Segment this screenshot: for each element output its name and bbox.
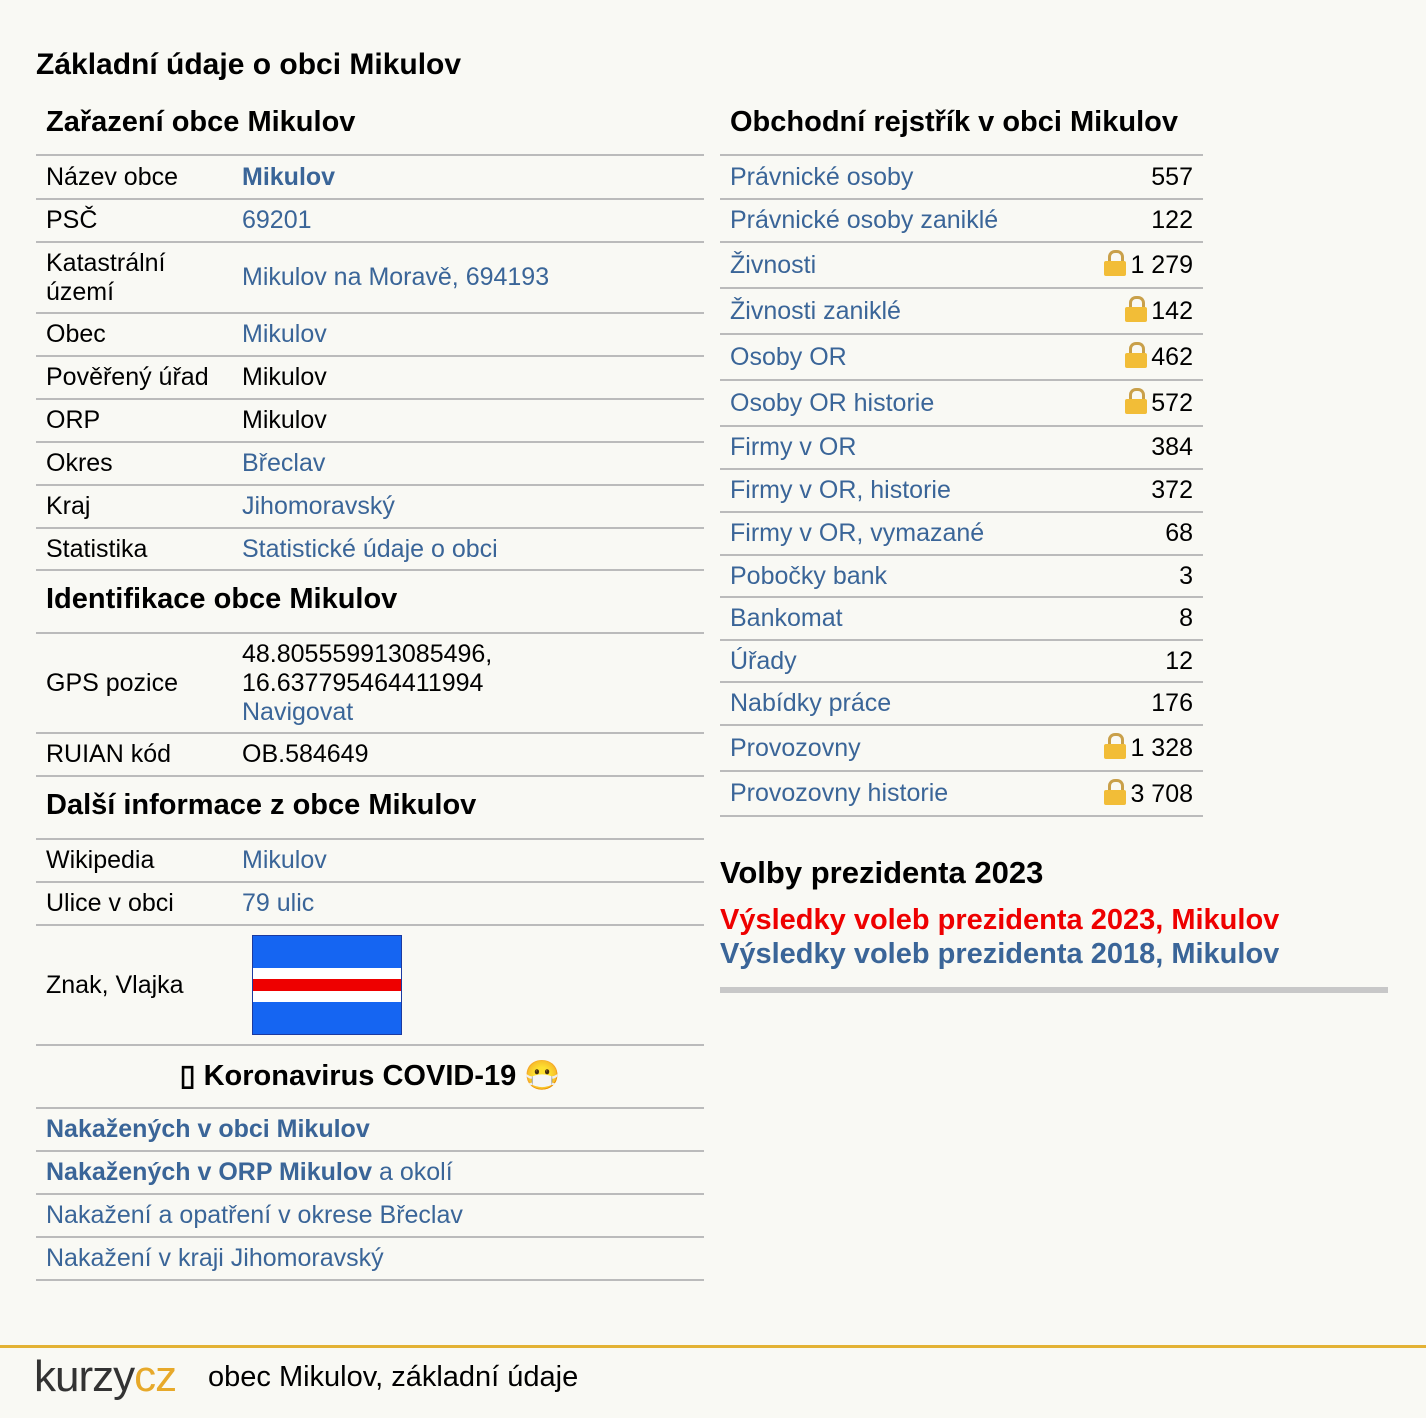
zarazeni-table: [36, 156, 704, 571]
covid-kraj-link[interactable]: Nakažení v kraji Jihomoravský: [46, 1244, 384, 1272]
list-item: [36, 1195, 704, 1238]
row-label: Okres: [36, 442, 232, 485]
footer-divider: [0, 1345, 1426, 1348]
table-row: [720, 426, 1203, 469]
katastralni-uzemi-link[interactable]: Mikulov na Moravě, 694193: [242, 263, 550, 291]
rejstrik-link[interactable]: Osoby OR historie: [730, 388, 935, 417]
rejstrik-value: 122: [1151, 206, 1193, 234]
rejstrik-value: 12: [1165, 646, 1193, 675]
row-value: Mikulov: [232, 356, 704, 399]
table-row: [720, 597, 1203, 640]
table-row: [720, 682, 1203, 725]
covid-orp-link[interactable]: Nakažených v ORP Mikulov: [46, 1158, 373, 1186]
rejstrik-count: [1071, 597, 1203, 640]
table-row: [36, 882, 704, 925]
rejstrik-count: [1071, 555, 1203, 597]
lock-icon: [1104, 250, 1126, 276]
rejstrik-count: [1071, 199, 1203, 242]
rejstrik-value: 462: [1151, 343, 1193, 371]
obec-link[interactable]: Mikulov: [242, 320, 327, 348]
table-row: [720, 512, 1203, 555]
divider: [720, 987, 1388, 993]
table-row: [720, 156, 1203, 199]
list-item: [36, 1152, 704, 1195]
ulice-label: Ulice v obci: [36, 882, 232, 925]
footer-text: obec Mikulov, základní údaje: [208, 1361, 579, 1393]
lock-icon: [1125, 388, 1147, 414]
rejstrik-value: 384: [1151, 433, 1193, 461]
list-item: [36, 1238, 704, 1281]
kurzy-logo[interactable]: [34, 1352, 176, 1402]
kraj-link[interactable]: Jihomoravský: [242, 492, 395, 520]
table-row: [36, 156, 704, 199]
rejstrik-count: [1071, 640, 1203, 682]
logo-kurzy: kurzy: [34, 1352, 135, 1401]
nazev-obce-link[interactable]: Mikulov: [242, 162, 336, 191]
rejstrik-count: [1071, 682, 1203, 725]
rejstrik-count: [1071, 512, 1203, 555]
table-row: [720, 242, 1203, 288]
identifikace-title: Identifikace obce Mikulov: [36, 571, 704, 634]
table-row: [720, 725, 1203, 771]
rejstrik-link[interactable]: Bankomat: [730, 604, 843, 632]
psc-link[interactable]: 69201: [242, 206, 312, 234]
rejstrik-count: [1071, 469, 1203, 512]
okres-link[interactable]: Břeclav: [242, 449, 326, 477]
table-row: [720, 555, 1203, 597]
rejstrik-link[interactable]: Firmy v OR: [730, 433, 857, 461]
volby-2018-link[interactable]: Výsledky voleb prezidenta 2018, Mikulov: [720, 938, 1280, 970]
rejstrik-count: [1071, 288, 1203, 334]
ruian-value: OB.584649: [232, 733, 704, 776]
lock-icon: [1125, 342, 1147, 368]
rejstrik-count: [1071, 334, 1203, 380]
table-row: [36, 356, 704, 399]
gps-label: GPS pozice: [36, 634, 232, 733]
logo-cz: cz: [134, 1352, 177, 1401]
rejstrik-link[interactable]: Pobočky bank: [730, 561, 888, 590]
left-column: [36, 100, 704, 1281]
table-row: [720, 771, 1203, 816]
rejstrik-link[interactable]: Nabídky práce: [730, 689, 892, 717]
table-row: [36, 733, 704, 776]
rejstrik-value: 572: [1151, 389, 1193, 417]
zarazeni-title: Zařazení obce Mikulov: [36, 100, 704, 156]
table-row: [720, 334, 1203, 380]
rejstrik-count: [1071, 156, 1203, 199]
rejstrik-value: 1 279: [1130, 251, 1193, 279]
rejstrik-value: 557: [1151, 162, 1193, 191]
rejstrik-link[interactable]: Živnosti zaniklé: [730, 296, 901, 325]
rejstrik-value: 142: [1151, 297, 1193, 325]
ulice-link[interactable]: 79 ulic: [242, 889, 315, 917]
table-row: [36, 840, 704, 882]
covid-orp-suffix: a okolí: [372, 1158, 453, 1186]
rejstrik-link[interactable]: Provozovny historie: [730, 779, 949, 807]
list-item: [36, 1109, 704, 1152]
wikipedia-link[interactable]: Mikulov: [242, 846, 327, 874]
rejstrik-count: [1071, 426, 1203, 469]
table-row: [36, 528, 704, 570]
table-row: [720, 288, 1203, 334]
covid-okres-link[interactable]: Nakažení a opatření v okrese Břeclav: [46, 1201, 463, 1229]
gps-lon: 16.637795464411994: [242, 668, 484, 697]
table-row: [36, 399, 704, 442]
row-label: Obec: [36, 313, 232, 356]
rejstrik-value: 3: [1179, 561, 1193, 590]
row-label: Statistika: [36, 528, 232, 570]
row-label: Katastrální území: [36, 242, 232, 313]
rejstrik-count: [1071, 242, 1203, 288]
rejstrik-title: Obchodní rejstřík v obci Mikulov: [720, 100, 1203, 156]
rejstrik-count: [1071, 771, 1203, 816]
rejstrik-value: 176: [1151, 689, 1193, 717]
row-value: Mikulov: [232, 399, 704, 442]
rejstrik-count: [1071, 380, 1203, 426]
page-title: Základní údaje o obci Mikulov: [36, 48, 462, 81]
statistika-link[interactable]: Statistické údaje o obci: [242, 534, 498, 563]
covid-links: [36, 1109, 704, 1281]
rejstrik-count: [1071, 725, 1203, 771]
rejstrik-link[interactable]: Právnické osoby zaniklé: [730, 206, 999, 234]
znak-label: Znak, Vlajka: [36, 925, 232, 1045]
rejstrik-link[interactable]: Úřady: [730, 646, 797, 675]
row-label: ORP: [36, 399, 232, 442]
rejstrik-value: 1 328: [1130, 734, 1193, 762]
ruian-label: RUIAN kód: [36, 733, 232, 776]
rejstrik-value: 3 708: [1130, 779, 1193, 808]
rejstrik-link[interactable]: Živnosti: [730, 250, 817, 279]
row-label: PSČ: [36, 199, 232, 242]
right-column: [720, 100, 1203, 817]
lock-icon: [1125, 296, 1147, 322]
rejstrik-value: 68: [1165, 519, 1193, 547]
table-row: [36, 242, 704, 313]
rejstrik-table: [720, 156, 1203, 817]
table-row: [36, 634, 704, 733]
rejstrik-link[interactable]: Osoby OR: [730, 342, 847, 371]
table-row: [36, 313, 704, 356]
identifikace-table: [36, 634, 704, 777]
gps-lat: 48.805559913085496,: [242, 639, 493, 668]
volby-2023-link[interactable]: Výsledky voleb prezidenta 2023, Mikulov: [720, 904, 1280, 936]
row-label: Název obce: [36, 156, 232, 199]
table-row: [720, 380, 1203, 426]
row-label: Pověřený úřad: [36, 356, 232, 399]
dalsi-table: [36, 840, 704, 1046]
table-row: [36, 199, 704, 242]
rejstrik-value: 372: [1151, 476, 1193, 504]
lock-icon: [1104, 779, 1126, 805]
volby-title: Volby prezidenta 2023: [720, 855, 1044, 890]
lock-icon: [1104, 733, 1126, 759]
row-label: Kraj: [36, 485, 232, 528]
table-row: [36, 485, 704, 528]
rejstrik-link[interactable]: Firmy v OR, vymazané: [730, 519, 985, 547]
navigovat-link[interactable]: Navigovat: [242, 697, 354, 726]
volby-section: [720, 855, 1388, 993]
rejstrik-value: 8: [1179, 604, 1193, 632]
table-row: [720, 199, 1203, 242]
flag-image[interactable]: [252, 935, 402, 1035]
covid-obec-link[interactable]: Nakažených v obci Mikulov: [46, 1115, 370, 1143]
table-row: [720, 469, 1203, 512]
dalsi-title: Další informace z obce Mikulov: [36, 777, 704, 840]
table-row: [720, 640, 1203, 682]
covid-title: ▯ Koronavirus COVID-19 😷: [36, 1046, 704, 1109]
rejstrik-link[interactable]: Firmy v OR, historie: [730, 476, 951, 504]
rejstrik-link[interactable]: Právnické osoby: [730, 162, 914, 191]
wikipedia-label: Wikipedia: [36, 840, 232, 882]
table-row: [36, 442, 704, 485]
table-row: [36, 925, 704, 1045]
rejstrik-link[interactable]: Provozovny: [730, 733, 861, 762]
